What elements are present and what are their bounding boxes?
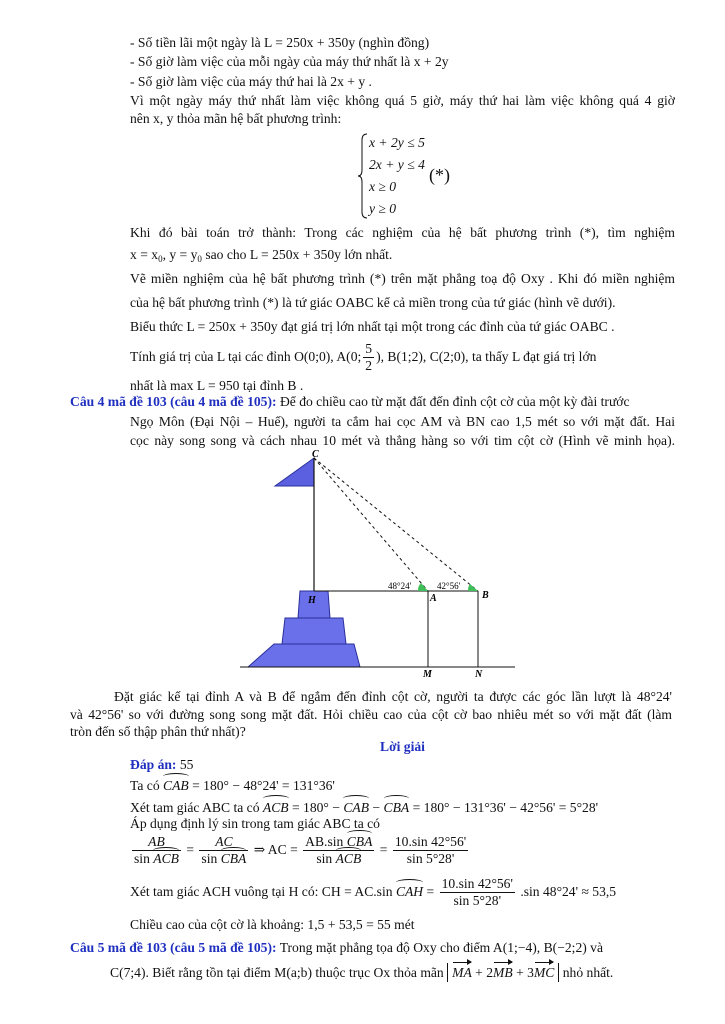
plus-2: + 2 (471, 965, 494, 980)
vector-mc: MC (533, 965, 555, 980)
para-3: Biểu thức L = 250x + 350y đạt giá trị lớn nhất tại một trong các đỉnh của tứ giác OABC . (130, 319, 615, 334)
para-1b (130, 246, 675, 266)
question-5-line-2 (110, 964, 613, 982)
step-4-frac-3-num-angle: CBA (346, 834, 373, 849)
answer-label: Đáp án: (130, 757, 177, 772)
para-1b-sub-0: 0 (158, 254, 163, 264)
para-4-part-b: ), B(1;2), C(2;0), ta thấy L đạt giá trị lớn (376, 348, 597, 364)
answer-value: 55 (176, 757, 194, 772)
step-5-text-c: .sin 48°24' ≈ 53,5 (516, 883, 617, 899)
label-a: A (430, 593, 437, 604)
step-4-frac-2-den-a: sin (201, 851, 221, 867)
step-4-frac-2-num: AC (199, 834, 248, 851)
system-row-2: 2x + y ≤ 4 (369, 157, 425, 172)
step-4-eq-1: = (182, 841, 198, 857)
label-c: C (312, 449, 319, 460)
para-1b-part-b: , y = y (162, 247, 198, 262)
step-2-angle-3: CBA (383, 800, 410, 815)
left-brace-icon (357, 132, 369, 220)
step-2-angle-2: CAB (343, 800, 370, 815)
solution-title: Lời giải (380, 739, 425, 754)
para-5: nhất là max L = 950 tại đỉnh B . (130, 378, 304, 393)
step-4-frac-1-num: AB (132, 834, 181, 851)
para-1b-sub-1: 0 (197, 254, 202, 264)
question-4-label: Câu 4 mã đề 103 (câu 4 mã đề 105): (70, 394, 277, 409)
label-h: H (308, 595, 316, 606)
solution-step-5 (130, 876, 675, 910)
label-m: M (423, 669, 432, 680)
step-1-text-b: = 180° − 48°24' = 131°36' (188, 778, 335, 793)
para-1b-part-c: sao cho L = 250x + 350y lớn nhất. (201, 247, 393, 262)
para-2b: của hệ bất phương trình (*) là tứ giác OABC kể cả miền trong của tứ giác (hình vẽ dưới). (130, 295, 616, 310)
question-4-line-1 (70, 393, 630, 411)
angle-label-a: 48°24' (388, 581, 412, 591)
question-4-para-1: Đặt giác kế tại đỉnh A và B để ngắm đến đỉnh cột cờ, người ta được các góc lần lượt là 48°24' (114, 689, 672, 704)
step-2-text-a: Xét tam giác ABC ta có (130, 800, 263, 815)
para-2a: Vẽ miền nghiệm của hệ bất phương trình (*) trên mặt phẳng toạ độ Oxy . Khi đó miền nghiệm (130, 271, 675, 286)
para-4 (130, 341, 675, 375)
step-4-frac-1-den-angle: ACB (153, 851, 179, 867)
step-4-frac-3-den-angle: ACB (335, 851, 362, 867)
para-4-part-a: Tính giá trị của L tại các đỉnh O(0;0), A(0; (130, 348, 362, 364)
label-b: B (482, 590, 489, 601)
vector-sum-abs (447, 963, 559, 982)
answer-line (130, 756, 675, 774)
step-5-text-a: Xét tam giác ACH vuông tại H có: CH = AC.sin (130, 883, 396, 899)
flag-shape (275, 458, 314, 486)
intro-line-5: nên x, y thỏa mãn hệ bất phương trình: (130, 111, 342, 126)
para-1b-part-a: x = x (130, 247, 159, 262)
tower-tier-2 (282, 618, 346, 644)
solution-step-6: Chiều cao của cột cờ là khoảng: 1,5 + 53,5 = 55 mét (130, 917, 415, 932)
system-row-1: x + 2y ≤ 5 (369, 135, 425, 150)
intro-line-1: - Số tiền lãi một ngày là L = 250x + 350y (nghìn đồng) (130, 35, 430, 50)
step-4-eq-2: = (376, 841, 391, 857)
step-4-frac-4-num: 10.sin 42°56' (393, 834, 468, 851)
step-2-angle-1: ACB (262, 800, 289, 815)
step-4-frac-3-den-a: sin (316, 851, 336, 867)
tower-tier-3 (248, 644, 360, 667)
question-4-text-1: Để đo chiều cao từ mặt đất đến đỉnh cột cờ của một kỳ đài trước (276, 394, 630, 409)
para-1a: Khi đó bài toán trở thành: Trong các nghiệm của hệ bất phương trình (*), tìm nghiệm (130, 225, 675, 240)
intro-line-4: Vì một ngày máy thứ nhất làm việc không quá 5 giờ, máy thứ hai làm việc không quá 4 giờ (130, 93, 675, 108)
intro-line-2: - Số giờ làm việc của mỗi ngày của máy thứ nhất là x + 2y (130, 54, 449, 69)
vector-mb: MB (493, 965, 513, 980)
question-5-text-2b: nhỏ nhất. (559, 965, 614, 980)
angle-mark-b (468, 584, 478, 591)
intro-line-3: - Số giờ làm việc của máy thứ hai là 2x + y . (130, 74, 372, 89)
system-tag: (*) (429, 165, 450, 185)
para-4-frac-num: 5 (363, 341, 374, 358)
para-4-frac-den: 2 (365, 358, 373, 374)
step-4-frac-3-num-a: AB.sin (305, 834, 347, 849)
vector-ma: MA (452, 965, 472, 980)
step-4-frac-2-den-angle: CBA (220, 851, 247, 867)
step-5-angle: CAH (395, 883, 424, 899)
solution-step-3: Áp dụng định lý sin trong tam giác ABC ta có (130, 816, 380, 831)
angle-mark-a (418, 583, 428, 591)
plus-3: + 3 (512, 965, 534, 980)
label-n: N (475, 669, 483, 680)
step-2-text-b: = 180° − (288, 800, 344, 815)
sight-line-ca (314, 458, 428, 591)
question-5-text-2a: C(7;4). Biết rằng tồn tại điểm M(a;b) thuộc trục Ox thỏa mãn (110, 965, 448, 980)
question-4-para-3: tròn đến số thập phân thứ nhất)? (70, 724, 246, 739)
step-2-text-d: = 180° − 131°36' − 42°56' = 5°28' (409, 800, 599, 815)
sight-line-cb (314, 458, 478, 591)
solution-step-1 (130, 777, 675, 795)
system-row-4: y ≥ 0 (369, 201, 397, 216)
step-5-frac-den: sin 5°28' (453, 893, 502, 909)
step-5-frac-num: 10.sin 42°56' (440, 876, 515, 893)
step-2-text-c: − (369, 800, 384, 815)
solution-step-4 (130, 834, 675, 868)
question-5-text-1: Trong mặt phẳng tọa độ Oxy cho điểm A(1;−4), B(−2;2) và (276, 940, 603, 955)
question-5-label: Câu 5 mã đề 103 (câu 5 mã đề 105): (70, 940, 277, 955)
flagpole-figure (230, 448, 515, 684)
question-4-line-3: cọc này song song và cách nhau 10 mét và thẳng hàng so với tim cột cờ (Hình vẽ minh họa). (130, 433, 675, 448)
step-1-angle: CAB (163, 778, 189, 793)
system-row-3: x ≥ 0 (369, 179, 397, 194)
step-4-frac-4-den: sin 5°28' (406, 851, 455, 867)
step-1-text-a: Ta có (130, 778, 164, 793)
step-4-arrow: ⇒ AC = (250, 841, 302, 857)
angle-label-b: 42°56' (437, 581, 461, 591)
step-5-text-b: = (423, 883, 438, 899)
question-5-line-1 (70, 939, 603, 957)
question-4-para-2: và 42°56' so với đường song song mặt đất. Hỏi chiều cao của cột cờ bao nhiêu mét so với mặt đất (làm (70, 707, 672, 722)
step-4-frac-1-den-a: sin (134, 851, 154, 867)
question-4-line-2: Ngọ Môn (Đại Nội – Huế), người ta cắm hai cọc AM và BN cao 1,5 mét so với mặt đất. Hai (130, 414, 675, 429)
